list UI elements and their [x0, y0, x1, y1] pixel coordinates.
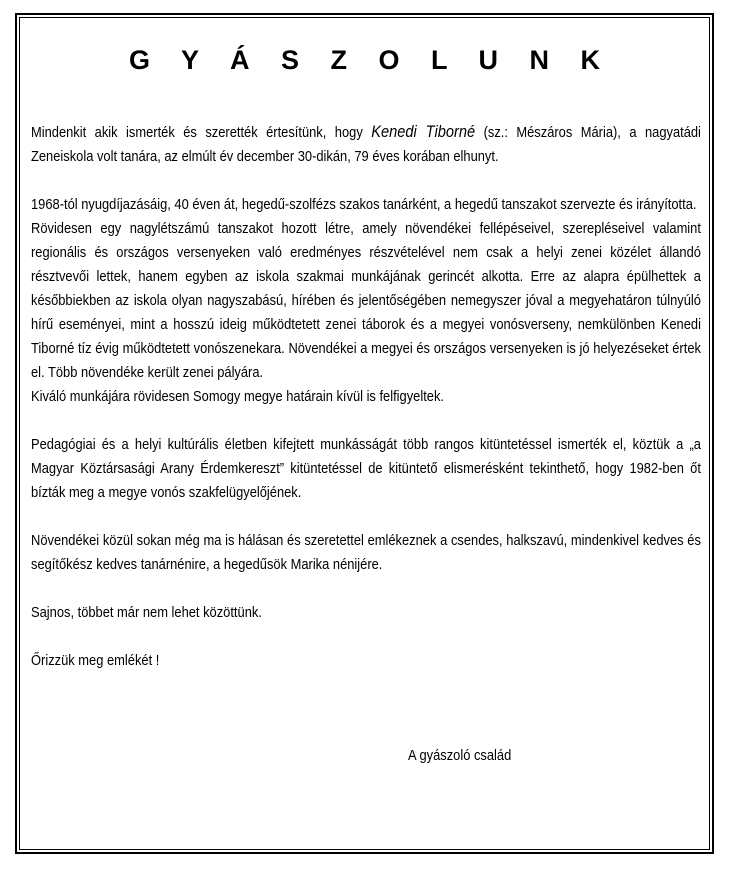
paragraph-awards: Pedagógiai és a helyi kultúrális életben kifejtett munkásságát több rangos kitüntetéssel ismerték el, köztük a „a Magyar Köztársasági Arany Érdemkereszt” kitüntetéssel de kitüntető elismerésként tekinthető, hogy 1982-ben őt bízták meg a megye vonós szakfelügyelőjének.: [31, 436, 701, 501]
paragraph-career-start: 1968-tól nyugdíjazásáig, 40 éven át, hegedű-szolfézs szakos tanárként, a hegedű tanszakot szervezte és irányította.: [31, 196, 697, 213]
signature: A gyászoló család: [408, 747, 512, 764]
paragraph-students: Növendékei közül sokan még ma is hálásan és szeretettel emlékeznek a csendes, halkszavú, mindenkivel kedves és segítőkész kedves tanárnénire, a hegedűsök Marika nénijére.: [31, 532, 701, 573]
paragraph-achievements: Rövidesen egy nagylétszámú tanszakot hozott létre, amely növendékei fellépéseivel, szerepléseivel valamint regionális és országos versenyeken való eredményes részvételével nem csak a helyi zenei közélet állandó résztvevői lettek, hanem egyben az iskola szakmai munkájának gerincét alkotta. Erre az alapra épülhettek a későbbiekben az iskola olyan nagyszabású, hírében és jelentőségében nemegyszer jóval a megyehatáron túlnyúló hírű eseményei, mint a hosszú ideig működtetett zenei táborok és a megyei vonósverseny, nemkülönben Kenedi Tiborné tíz évig működtetett vonószenekara. Növendékei a megyei és országos versenyeken is jó helyezéseket értek el. Több növendéke került zenei pályára.: [31, 220, 701, 381]
intro-paragraph: [31, 120, 701, 169]
paragraph-remember: Őrizzük meg emlékét !: [31, 652, 160, 669]
paragraph-recognition: Kiváló munkájára rövidesen Somogy megye határain kívül is felfigyeltek.: [31, 388, 445, 405]
paragraph-farewell: Sajnos, többet már nem lehet közöttünk.: [31, 604, 262, 621]
page-title: G Y Á S Z O L U N K: [128, 45, 613, 75]
intro-after-name: (sz.: Mészáros Mária), a nagyatádi Zeneiskola volt tanára, az elmúlt év december 30-dikán, 79 éves korában elhunyt.: [31, 124, 701, 165]
deceased-name: Kenedi Tiborné: [371, 122, 476, 141]
intro-before-name: Mindenkit akik ismerték és szerették értesítünk, hogy: [31, 124, 372, 141]
notice-body: [31, 120, 701, 673]
